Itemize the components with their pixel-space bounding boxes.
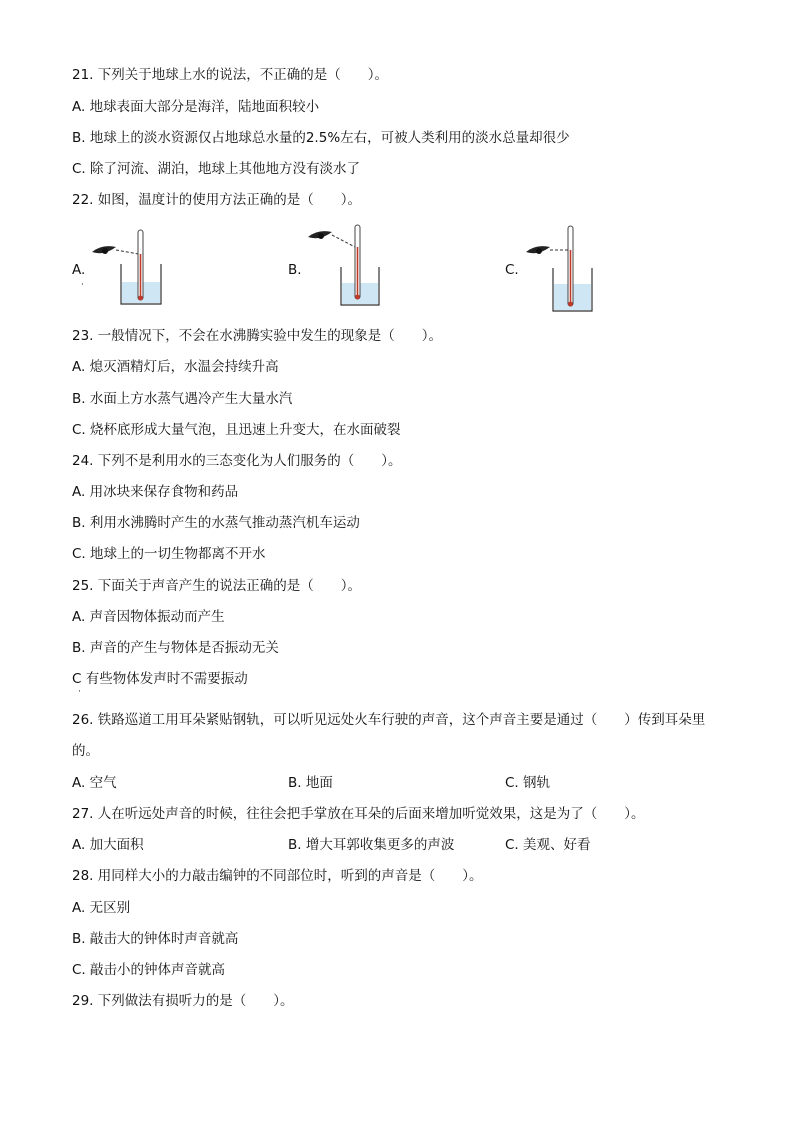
q28-stem: 28. 用同样大小的力敲击编钟的不同部位时，听到的声音是（ ）。 xyxy=(72,868,483,884)
q25-option-a: A. 声音因物体振动而产生 xyxy=(72,609,225,625)
q23-option-c: C. 烧杯底形成大量气泡，且迅速上升变大，在水面破裂 xyxy=(72,422,401,438)
q26-option-c: C. 钢轨 xyxy=(505,775,551,791)
q25-option-b: B. 声音的产生与物体是否振动无关 xyxy=(72,640,279,656)
q25-stem: 25. 下面关于声音产生的说法正确的是（ ）。 xyxy=(72,578,362,594)
q27-option-a: A. 加大面积 xyxy=(72,837,144,853)
q28-option-c: C. 敲击小的钟体声音就高 xyxy=(72,962,226,978)
q26-option-a: A. 空气 xyxy=(72,775,117,791)
q22-figure-b xyxy=(306,223,386,309)
q22-figure-a xyxy=(90,224,170,308)
q24-option-b: B. 利用水沸腾时产生的水蒸气推动蒸汽机车运动 xyxy=(72,515,360,531)
q22-figure-c xyxy=(524,224,604,314)
stray-dot: · xyxy=(78,687,81,697)
q23-option-b: B. 水面上方水蒸气遇冷产生大量水汽 xyxy=(72,391,293,407)
q26-stem: 26. 铁路巡道工用耳朵紧贴钢轨，可以听见远处火车行驶的声音，这个声音主要是通过（ ）传到耳朵里 xyxy=(72,712,706,728)
thermometer-icon xyxy=(138,230,143,300)
thermometer-icon xyxy=(568,226,573,306)
q23-stem: 23. 一般情况下，不会在水沸腾实验中发生的现象是（ ）。 xyxy=(72,328,443,344)
q22-option-a: A. xyxy=(72,262,86,278)
q27-stem: 27. 人在听远处声音的时候，往往会把手掌放在耳朵的后面来增加听觉效果，这是为了（ ）。 xyxy=(72,806,645,822)
q29-stem: 29. 下列做法有损听力的是（ ）。 xyxy=(72,993,294,1009)
q21-option-c: C. 除了河流、湖泊，地球上其他地方没有淡水了 xyxy=(72,161,361,177)
q24-stem: 24. 下列不是利用水的三态变化为人们服务的（ ）。 xyxy=(72,453,402,469)
q27-option-b: B. 增大耳郭收集更多的声波 xyxy=(288,837,455,853)
q26-option-b: B. 地面 xyxy=(288,775,333,791)
eye-icon xyxy=(308,231,332,239)
q25-option-c: C 有些物体发声时不需要振动 xyxy=(72,671,248,687)
q21-stem: 21. 下列关于地球上水的说法，不正确的是（ ）。 xyxy=(72,67,389,83)
q26-stem-continued: 的。 xyxy=(72,743,99,759)
q23-option-a: A. 熄灭酒精灯后，水温会持续升高 xyxy=(72,359,279,375)
thermometer-icon xyxy=(355,225,360,299)
q27-option-c: C. 美观、好看 xyxy=(505,837,591,853)
q21-option-b: B. 地球上的淡水资源仅占地球总水量的2.5%左右，可被人类利用的淡水总量却很少 xyxy=(72,130,570,146)
q24-option-a: A. 用冰块来保存食物和药品 xyxy=(72,484,239,500)
q22-stem: 22. 如图，温度计的使用方法正确的是（ ）。 xyxy=(72,192,362,208)
q28-option-a: A. 无区别 xyxy=(72,900,131,916)
q28-option-b: B. 敲击大的钟体时声音就高 xyxy=(72,931,239,947)
eye-icon xyxy=(92,246,116,254)
q22-option-c: C. xyxy=(505,262,519,278)
stray-dot: · xyxy=(81,280,84,290)
q22-option-b: B. xyxy=(288,262,302,278)
eye-icon xyxy=(526,246,550,254)
q21-option-a: A. 地球表面大部分是海洋，陆地面积较小 xyxy=(72,99,320,115)
q24-option-c: C. 地球上的一切生物都离不开水 xyxy=(72,546,266,562)
